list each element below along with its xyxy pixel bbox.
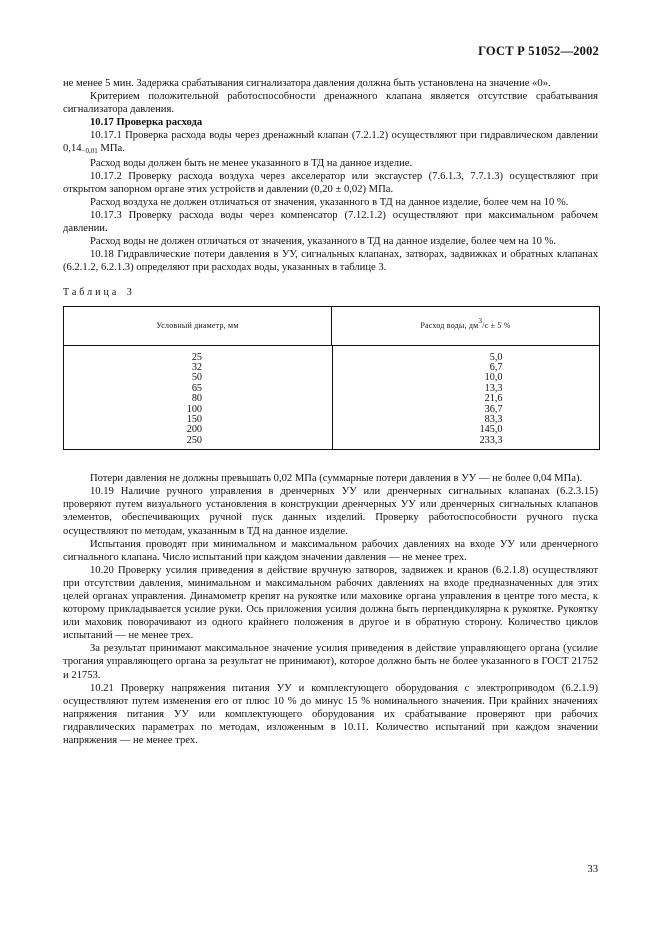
paragraph-10-21: 10.21 Проверку напряжения питания УУ и комплектующего оборудования с электроприводом (6.2.1.9) осуществляют путем изменения его от плюс 10 % до минус 15 % номинального значения. При крайних значениях напряжения питания УУ или комплектующего оборудования их срабатывание проверяют при рабочих гидравлических параметрах по методам, изложенным в 10.11. Количество испытаний при каждом значении напряжения — не менее трех.: [63, 682, 598, 747]
page-content: [63, 77, 598, 747]
table-header-flow-rate: [331, 307, 599, 345]
diameter-column: [64, 346, 332, 450]
table-caption-word: Таблица: [63, 287, 120, 299]
paragraph-10-17-2: 10.17.2 Проверку расхода воздуха через акселератор или эксгаустер (7.6.1.3, 7.7.1.3) осуществляют при открытом запорном органе этих устройств и давлении (0,20 ± 0,02) МПа.: [63, 170, 598, 195]
table-caption: [63, 286, 598, 299]
table-cell-flow-rate: 233,3: [479, 434, 503, 446]
paragraph-compensator-flow-requirement: Расход воды не должен отличаться от значения, указанного в ТД на данное изделие, более чем на 10 %.: [90, 236, 557, 248]
table-cell-diameter: 200: [186, 424, 202, 436]
paragraph-10-18: 10.18 Гидравлические потери давления в УУ, сигнальных клапанах, затворах, задвижках и обратных клапанах (6.2.1.2, 6.2.1.3) определяют при расходах воды, указанных в таблице 3.: [63, 249, 598, 274]
paragraph-10-17-1-unit: МПа.: [97, 143, 125, 155]
table-cell-diameter: 80: [191, 393, 202, 405]
table-header-row: [64, 307, 599, 346]
pressure-tolerance-subscript: −0,01: [81, 147, 98, 156]
table-cell-diameter: 32: [191, 361, 202, 373]
section-heading-10-17: 10.17 Проверка расхода: [90, 117, 203, 129]
table-cell-flow-rate: 145,0: [479, 424, 503, 436]
paragraph-drain-valve-criterion: Критерием положительной работоспособности дренажного клапана является отсутствие срабатывания сигнализатора давления.: [63, 91, 598, 116]
table-cell-diameter: 100: [186, 403, 202, 415]
flow-rate-table: [63, 306, 600, 451]
table-caption-number: 3: [126, 287, 132, 299]
paragraph-continuation: не менее 5 мин. Задержка срабатывания сигнализатора давления должна быть установлена на значение «0».: [63, 78, 551, 89]
paragraph-pressure-loss-limit: Потери давления не должны превышать 0,02 МПа (суммарные потери давления в УУ — не более 0,04 МПа).: [90, 473, 583, 485]
flow-rate-header-unit: /с ± 5 %: [482, 320, 511, 330]
table-cell-diameter: 65: [191, 382, 202, 394]
paragraph-10-19: 10.19 Наличие ручного управления в дренчерных УУ или дренчерных сигнальных клапанах (6.2.3.15) проверяют путем визуального установления в конструкции дренчерных УУ или дренчерных сигнальных клапанов элементов, обеспечивающих ручной пуск данных изделий. Проверку работоспособности ручного пуска осуществляют по методам, указанным в ТД на данное изделие.: [63, 486, 598, 537]
paragraph-10-17-1: [63, 129, 598, 156]
flow-rate-header-text: Расход воды, дм: [420, 320, 479, 330]
table-cell-diameter: 150: [186, 413, 202, 425]
table-cell-flow-rate: 21,6: [484, 393, 503, 405]
document-code-header: ГОСТ Р 51052—2002: [478, 44, 599, 58]
paragraph-10-17-3: 10.17.3 Проверку расхода воды через компенсатор (7.12.1.2) осуществляют при максимальном рабочем давлении.: [63, 209, 598, 235]
table-header-diameter: Условный диаметр, мм: [156, 320, 239, 330]
flow-rate-header-superscript: 3: [478, 316, 483, 325]
paragraph-10-20: 10.20 Проверку усилия приведения в действие вручную затворов, задвижек и кранов (6.2.1.8) осуществляют при отсутствии давления, минимальном и максимальном рабочих давлениях на входе предназначенных для этих целей органах управления. Динамометр крепят на рукоятке или маховике органа управления в центре того места, к которому прикладывается усилие руки. Ось приложения усилия должна быть перпендикулярна к рукоятке. Рукоятку или маховик поворачивают из одного крайнего положения в другое и в обратную сторону. Количество циклов испытаний — не менее трех.: [63, 564, 598, 642]
table-cell-flow-rate: 10,0: [484, 372, 503, 384]
table-cell-flow-rate: 36,7: [484, 403, 503, 415]
table-cell-flow-rate: 6,7: [489, 361, 503, 373]
table-body: [64, 346, 599, 450]
paragraph-effort-result: За результат принимают максимальное значение усилия приведения в действие управляющего органа (усилие трогания управляющего органа за результат не принимают), которое должно быть не более указанного в ГОСТ 21752 и 21753.: [63, 643, 598, 681]
table-cell-diameter: 25: [191, 351, 202, 363]
table-cell-flow-rate: 13,3: [484, 382, 503, 394]
paragraph-test-conditions: Испытания проводят при минимальном и максимальном рабочих давлениях на входе УУ или дренчерного сигнального клапана. Число испытаний при каждом значении давления — не менее трех.: [63, 538, 598, 563]
table-cell-diameter: 250: [186, 434, 202, 446]
paragraph-10-17-1-text: 10.17.1 Проверка расхода воды через дренажный клапан (7.2.1.2) осуществляют при гидравлическом давлении 0,14: [63, 130, 598, 155]
table-cell-flow-rate: 5,0: [489, 351, 503, 363]
text-after-table: [63, 472, 598, 747]
paragraph-air-flow-requirement: Расход воздуха не должен отличаться от значения, указанного в ТД на данное изделие, более чем на 10 %.: [90, 196, 569, 208]
page-number: 33: [587, 864, 598, 875]
paragraph-water-flow-requirement: Расход воды должен быть не менее указанного в ТД на данное изделие.: [90, 157, 413, 169]
table-cell-flow-rate: 83,3: [484, 413, 503, 425]
flow-rate-column: [332, 346, 600, 450]
table-cell-diameter: 50: [191, 372, 202, 384]
